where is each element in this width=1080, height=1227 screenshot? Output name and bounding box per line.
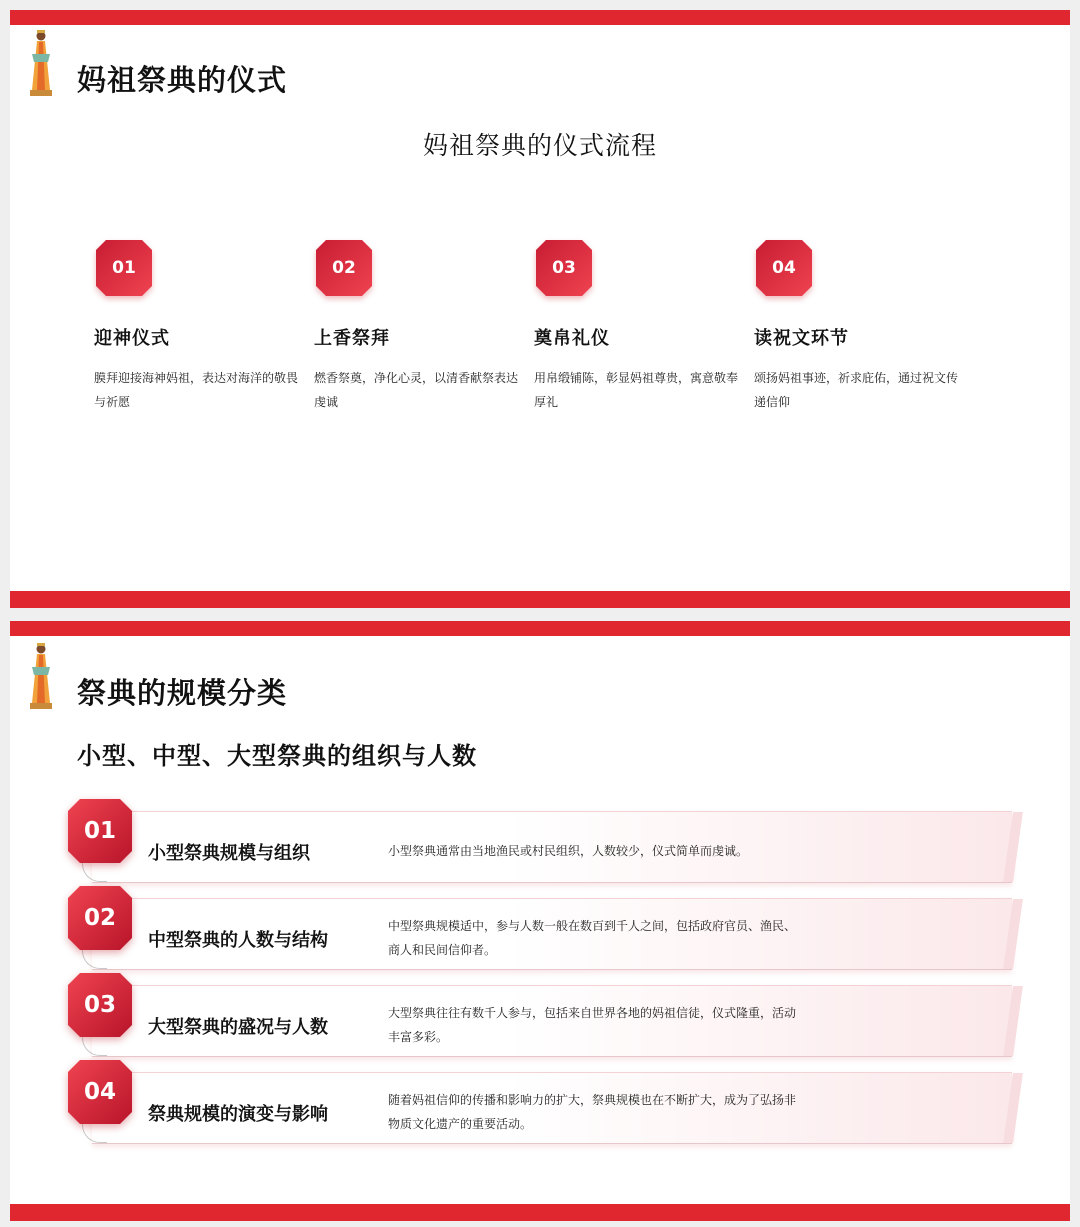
section-heading: 妈祖祭典的仪式流程 [422, 131, 657, 160]
row-title: 中型祭典的人数与结构 [148, 930, 328, 951]
mazu-figure-icon [26, 641, 56, 711]
row-title: 小型祭典规模与组织 [148, 843, 310, 864]
top-red-bar [10, 621, 1070, 636]
row-number: 01 [83, 818, 116, 844]
step-number: 03 [552, 258, 576, 278]
step-number: 01 [112, 258, 136, 278]
section-subtitle: 小型、中型、大型祭典的组织与人数 [77, 742, 477, 770]
step-number-badge [756, 240, 812, 296]
mazu-figure-icon [26, 28, 56, 98]
step-number: 02 [332, 258, 356, 278]
row-title: 大型祭典的盛况与人数 [148, 1017, 328, 1038]
step-card [94, 240, 304, 414]
row-number-badge [68, 799, 132, 863]
slide-title: 妈祖祭典的仪式 [77, 63, 288, 97]
row-description: 小型祭典通常由当地渔民或村民组织，人数较少，仪式简单而虔诚。 [388, 844, 749, 858]
slide-scale-categories [10, 621, 1070, 1221]
bottom-red-bar [10, 591, 1070, 608]
step-number-badge [316, 240, 372, 296]
step-title: 奠帛礼仪 [534, 328, 610, 349]
bottom-red-bar [10, 1204, 1070, 1221]
step-description: 燃香祭奠，净化心灵，以清香献祭表达虔诚 [314, 371, 519, 409]
step-card [314, 240, 524, 414]
step-number-badge [536, 240, 592, 296]
row-title: 祭典规模的演变与影响 [148, 1104, 328, 1125]
step-card [754, 240, 964, 414]
list-item [68, 1060, 1014, 1148]
step-number-badge [96, 240, 152, 296]
slide-ritual-process [10, 10, 1070, 608]
step-description: 用帛缎铺陈，彰显妈祖尊贵，寓意敬奉厚礼 [534, 371, 739, 409]
list-item [68, 886, 1014, 974]
top-red-bar [10, 10, 1070, 25]
row-number: 04 [83, 1079, 116, 1105]
row-number: 03 [83, 992, 116, 1018]
list-item [68, 973, 1014, 1061]
step-title: 上香祭拜 [314, 328, 390, 349]
slide-title: 祭典的规模分类 [77, 676, 288, 710]
step-title: 读祝文环节 [754, 328, 849, 349]
step-description: 颂扬妈祖事迹，祈求庇佑，通过祝文传递信仰 [754, 371, 959, 409]
row-description: 大型祭典往往有数千人参与，包括来自世界各地的妈祖信徒，仪式隆重，活动丰富多彩。 [388, 1006, 797, 1044]
row-number-badge [68, 1060, 132, 1124]
step-card [534, 240, 744, 414]
row-description: 中型祭典规模适中，参与人数一般在数百到千人之间，包括政府官员、渔民、商人和民间信仰者。 [388, 919, 797, 957]
step-number: 04 [772, 258, 796, 278]
row-number: 02 [83, 905, 116, 931]
step-title: 迎神仪式 [94, 328, 170, 349]
row-description: 随着妈祖信仰的传播和影响力的扩大，祭典规模也在不断扩大，成为了弘扬非物质文化遗产的重要活动。 [388, 1093, 797, 1131]
step-description: 膜拜迎接海神妈祖，表达对海洋的敬畏与祈愿 [94, 371, 299, 409]
row-number-badge [68, 973, 132, 1037]
list-item [68, 799, 1014, 887]
row-number-badge [68, 886, 132, 950]
